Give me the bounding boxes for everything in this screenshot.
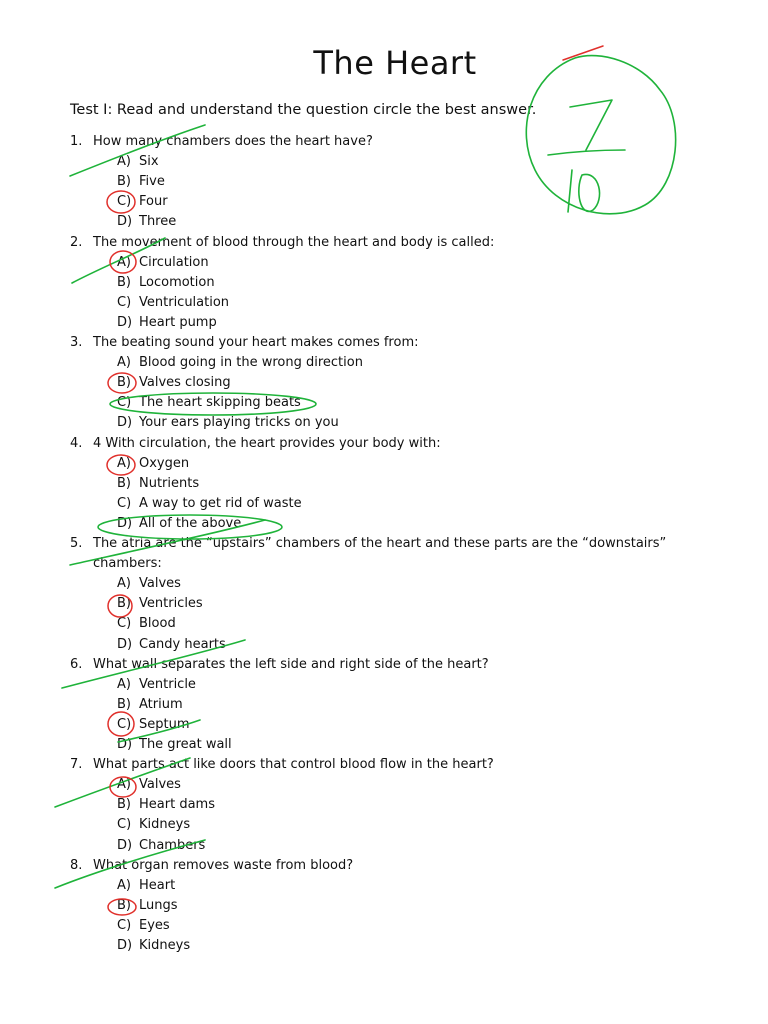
option-letter[interactable]: A) [117,154,131,170]
option-text[interactable]: Your ears playing tricks on you [139,415,339,431]
option-text[interactable]: A way to get rid of waste [139,495,302,511]
question-text: How many chambers does the heart have? [93,134,373,149]
option-text[interactable]: Atrium [139,696,183,712]
option-text[interactable]: Valves closing [139,375,231,391]
option-text[interactable]: Six [139,154,159,170]
option-text[interactable]: Valves [139,576,181,592]
option-text[interactable]: Nutrients [139,475,200,491]
option-text[interactable]: Ventricles [139,596,203,612]
option-letter[interactable]: C) [117,716,132,732]
option-text[interactable]: Kidneys [139,817,191,833]
question-number: 6. [70,656,83,672]
q1-slash [70,125,205,176]
question-text: The beating sound your heart makes comes from: [93,335,419,350]
option-text[interactable]: Eyes [139,917,170,933]
option-text[interactable]: Ventricle [139,676,196,692]
score-denominator-zero [579,174,600,211]
option-text[interactable]: Chambers [139,837,206,853]
option-letter[interactable]: B) [117,696,131,712]
option-letter[interactable]: C) [117,917,132,933]
option-text[interactable]: Circulation [139,254,209,270]
option-letter[interactable]: B) [117,475,131,491]
option-text[interactable]: Blood [139,616,176,632]
option-letter[interactable]: C) [117,616,132,632]
option-letter[interactable]: C) [117,294,132,310]
page-title: The Heart [313,44,477,82]
option-letter[interactable]: B) [117,897,131,913]
option-letter[interactable]: C) [117,194,132,210]
option-letter[interactable]: D) [117,938,133,953]
option-letter[interactable]: A) [117,455,131,471]
option-text[interactable]: All of the above [139,515,242,531]
question-text: What organ removes waste from blood? [93,857,354,873]
option-letter[interactable]: D) [117,636,133,652]
option-text[interactable]: Four [139,194,168,210]
option-letter[interactable]: B) [117,274,131,290]
question-number: 8. [70,857,83,873]
option-letter[interactable]: D) [117,515,133,531]
option-letter[interactable]: B) [117,797,131,813]
option-letter[interactable]: D) [117,214,133,230]
option-text[interactable]: Candy hearts [139,636,226,652]
instructions: Test I: Read and understand the question circle the best answer. [70,102,537,118]
score-fraction-bar [548,150,625,155]
option-text[interactable]: Ventriculation [139,294,230,310]
option-letter[interactable]: C) [117,395,132,411]
option-text[interactable]: Septum [139,716,190,732]
option-text[interactable]: The great wall [139,737,232,752]
question-text: What wall separates the left side and right side of the heart? [93,656,489,672]
option-text[interactable]: Heart [139,877,176,893]
option-text[interactable]: Locomotion [139,274,215,290]
question-text: What parts act like doors that control blood flow in the heart? [93,757,494,773]
score-denominator-one [568,170,572,212]
question-text-continued: chambers: [93,556,162,572]
question-number: 7. [70,757,83,773]
option-text[interactable]: Oxygen [139,455,190,471]
question-text: 4 With circulation, the heart provides your body with: [93,435,441,451]
score-numerator-seven [570,100,612,150]
option-letter[interactable]: A) [117,254,131,270]
question-number: 2. [70,234,83,250]
question-text: The atria are the “upstairs” chambers of the heart and these parts are the “downstairs” [93,536,667,551]
option-text[interactable]: Heart dams [139,797,215,813]
option-letter[interactable]: A) [117,877,131,893]
option-letter[interactable]: A) [117,777,131,793]
option-text[interactable]: Kidneys [139,938,191,953]
option-letter[interactable]: A) [117,576,131,592]
option-text[interactable]: Five [139,174,165,190]
option-letter[interactable]: D) [117,837,133,853]
option-text[interactable]: Blood going in the wrong direction [139,355,363,371]
question-number: 3. [70,335,83,350]
option-text[interactable]: Valves [139,777,181,793]
question-text: The movement of blood through the heart and body is called: [93,234,495,250]
option-text[interactable]: The heart skipping beats [139,395,301,411]
option-text[interactable]: Lungs [139,897,178,913]
option-letter[interactable]: D) [117,737,133,752]
question-number: 1. [70,134,83,149]
option-letter[interactable]: B) [117,375,131,391]
question-number: 5. [70,536,83,551]
option-letter[interactable]: B) [117,174,131,190]
option-letter[interactable]: A) [117,355,131,371]
option-text[interactable]: Three [139,214,177,230]
option-letter[interactable]: D) [117,415,133,431]
option-letter[interactable]: A) [117,676,131,692]
option-text[interactable]: Heart pump [139,314,217,330]
question-number: 4. [70,435,83,451]
option-letter[interactable]: D) [117,314,133,330]
option-letter[interactable]: C) [117,495,132,511]
option-letter[interactable]: B) [117,596,131,612]
option-letter[interactable]: C) [117,817,132,833]
